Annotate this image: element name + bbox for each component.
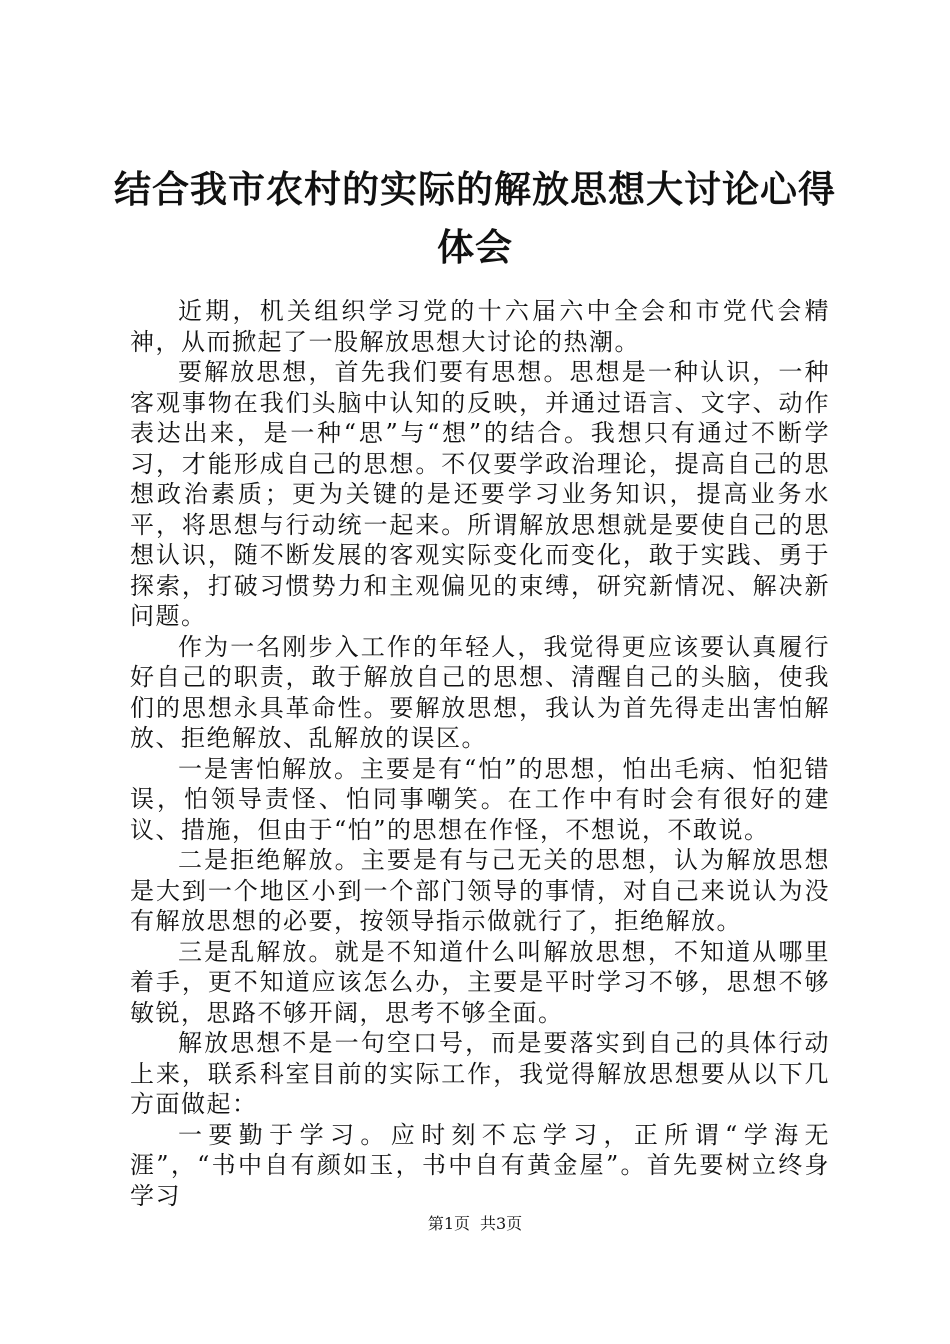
paragraph-2: 要解放思想，首先我们要有思想。思想是一种认识，一种客观事物在我们头脑中认知的反映，并通过语言、文字、动作表达出来，是一种“思”与“想”的结合。我想只有通过不断学习，才能形成自己的思想。不仅要学政治理论，提高自己的思想政治素质；更为关键的是还要学习业务知识，提高业务水平，将思想与行动统一起来。所谓解放思想就是要使自己的思想认识，随不断发展的客观实际变化而变化，敢于实践、勇于探索，打破习惯势力和主观偏见的束缚，研究新情况、解决新问题。: [130, 358, 830, 630]
paragraph-8: 一要勤于学习。应时刻不忘学习，正所谓“学海无涯”，“书中自有颜如玉，书中自有黄金屋”。首先要树立终身学习: [130, 1120, 830, 1210]
paragraph-1: 近期，机关组织学习党的十六届六中全会和市党代会精神，从而掀起了一股解放思想大讨论的热潮。: [130, 297, 830, 356]
document-body: [130, 296, 830, 1211]
paragraph-3: 作为一名刚步入工作的年轻人，我觉得更应该要认真履行好自己的职责，敢于解放自己的思想、清醒自己的头脑，使我们的思想永具革命性。要解放思想，我认为首先得走出害怕解放、拒绝解放、乱解放的误区。: [130, 632, 830, 752]
paragraph-5: 二是拒绝解放。主要是有与己无关的思想，认为解放思想是大到一个地区小到一个部门领导的事情，对自己来说认为没有解放思想的必要，按领导指示做就行了，拒绝解放。: [130, 846, 830, 935]
paragraph-6: 三是乱解放。就是不知道什么叫解放思想，不知道从哪里着手，更不知道应该怎么办，主要是平时学习不够，思想不够敏锐，思路不够开阔，思考不够全面。: [130, 937, 830, 1027]
paragraph-7: 解放思想不是一句空口号，而是要落实到自己的具体行动上来，联系科室目前的实际工作，我觉得解放思想要从以下几方面做起：: [130, 1029, 830, 1118]
page-footer: [0, 1214, 950, 1234]
page-number: 第1页: [427, 1214, 470, 1233]
page-total: 共3页: [480, 1214, 523, 1233]
paragraph-4: 一是害怕解放。主要是有“怕”的思想，怕出毛病、怕犯错误，怕领导责怪、怕同事嘲笑。在工作中有时会有很好的建议、措施，但由于“怕”的思想在作怪，不想说，不敢说。: [130, 754, 830, 844]
document-title: 结合我市农村的实际的解放思想大讨论心得体会: [114, 167, 836, 269]
